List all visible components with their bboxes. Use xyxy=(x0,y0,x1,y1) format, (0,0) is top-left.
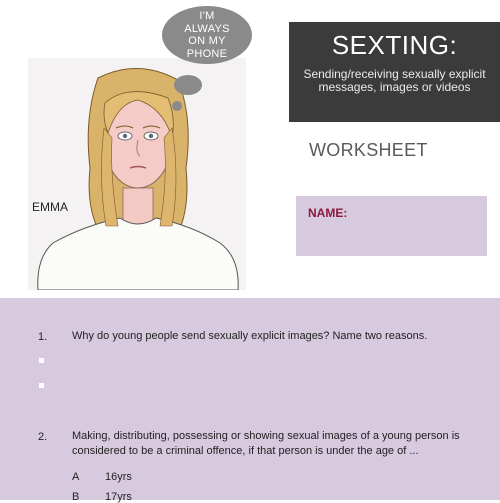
option-text[interactable]: 16yrs xyxy=(105,471,132,483)
question-number: 2. xyxy=(38,431,48,443)
question-text: Making, distributing, possessing or showing sexual images of a young person is considered to be a criminal offence, if that person is under the age of ... xyxy=(72,430,460,457)
name-label: NAME: xyxy=(308,206,348,220)
emma-illustration xyxy=(28,58,246,290)
name-field[interactable] xyxy=(296,196,487,256)
option-letter: B xyxy=(72,491,80,503)
thought-bubble-tail xyxy=(168,73,208,113)
option-letter: A xyxy=(72,471,80,483)
page-subtitle: Sending/receiving sexually explicit messages, images or videos xyxy=(303,67,486,94)
option-text[interactable]: 17yrs xyxy=(105,491,132,503)
page-title: SEXTING: xyxy=(331,30,458,60)
thought-bubble-text: I'M ALWAYS ON MY PHONE xyxy=(184,10,230,60)
title-box xyxy=(289,22,500,122)
character-name: EMMA xyxy=(32,200,68,214)
answer-bullet[interactable] xyxy=(39,383,44,388)
worksheet-label: WORKSHEET xyxy=(309,140,428,160)
question-number: 1. xyxy=(38,331,48,343)
question-text: Why do young people send sexually explicit images? Name two reasons. xyxy=(72,330,428,342)
answer-bullet[interactable] xyxy=(39,358,44,363)
questions-section xyxy=(0,298,500,503)
